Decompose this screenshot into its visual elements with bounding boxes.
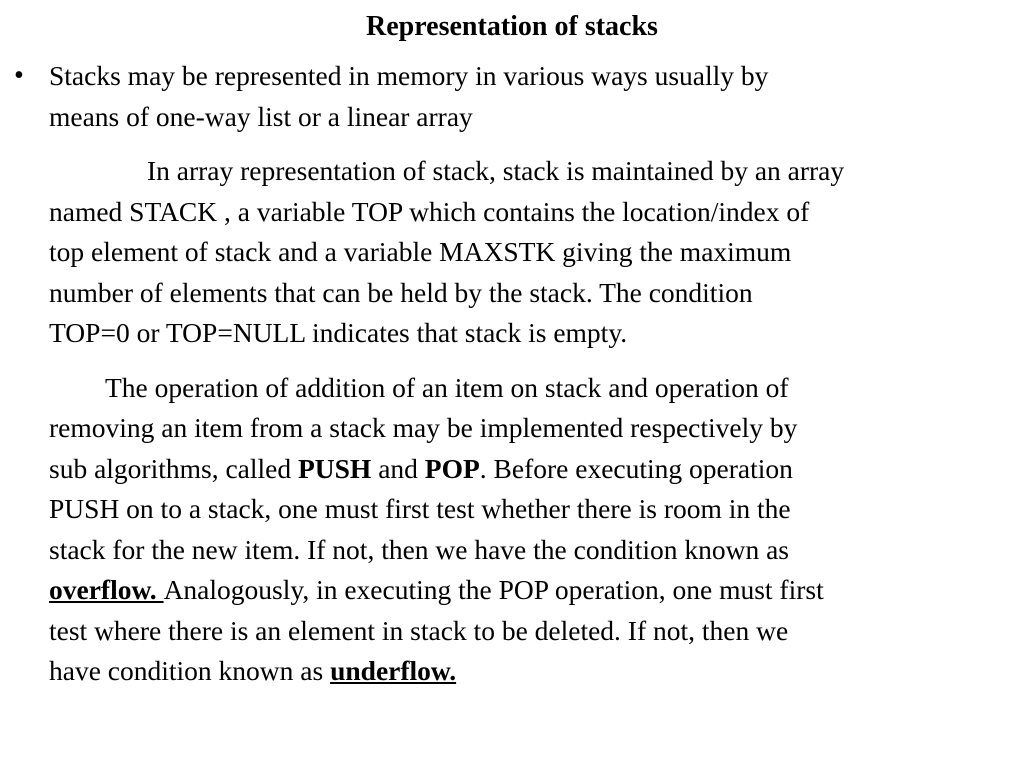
para2-line-3	[49, 449, 1014, 490]
para1-line-4: number of elements that can be held by the stack. The condition	[49, 276, 753, 308]
bullet-line-1: Stacks may be represented in memory in various ways usually by	[49, 60, 769, 91]
para2-line-3-text-c: . Before executing operation	[479, 452, 793, 484]
para2-line-4: PUSH on to a stack, one must first test whether there is room in the	[49, 493, 791, 524]
bullet-line-2: means of one-way list or a linear array	[49, 100, 473, 132]
para2-line-3-text-a: sub algorithms, called	[49, 452, 298, 484]
para2-line-5: stack for the new item. If not, then we have the condition known as	[49, 533, 790, 565]
bullet-icon: •	[14, 60, 24, 91]
push-term: PUSH	[297, 452, 372, 484]
para2-line-6-rest: Analogously, in executing the POP operation, one must first	[163, 574, 824, 605]
para1-line-2: named STACK , a variable TOP which contains the location/index of	[49, 195, 810, 227]
para2-line-8	[49, 651, 1014, 692]
underflow-term: underflow.	[330, 655, 457, 686]
overflow-term: overflow.	[49, 574, 164, 605]
paragraph-gap	[49, 137, 1014, 151]
para2-line-7: test where there is an element in stack to be deleted. If not, then we	[49, 614, 789, 646]
pop-term: POP	[424, 452, 480, 484]
paragraph-gap	[49, 354, 1014, 368]
slide-title: Representation of stacks	[366, 11, 658, 42]
para2-line-3-text-b: and	[371, 452, 425, 484]
para1-line-5: TOP=0 or TOP=NULL indicates that stack is empty.	[49, 317, 628, 348]
para2-line-8-text: have condition known as	[49, 655, 331, 686]
bullet-block	[14, 56, 1014, 692]
para1-line-3: top element of stack and a variable MAXSTK giving the maximum	[49, 236, 792, 267]
body-text	[49, 56, 1014, 692]
para2-line-1: The operation of addition of an item on stack and operation of	[105, 371, 789, 403]
para2-line-2: removing an item from a stack may be implemented respectively by	[49, 412, 798, 443]
para2-line-6	[49, 570, 1014, 611]
para1-line-1: In array representation of stack, stack is maintained by an array	[147, 155, 845, 186]
